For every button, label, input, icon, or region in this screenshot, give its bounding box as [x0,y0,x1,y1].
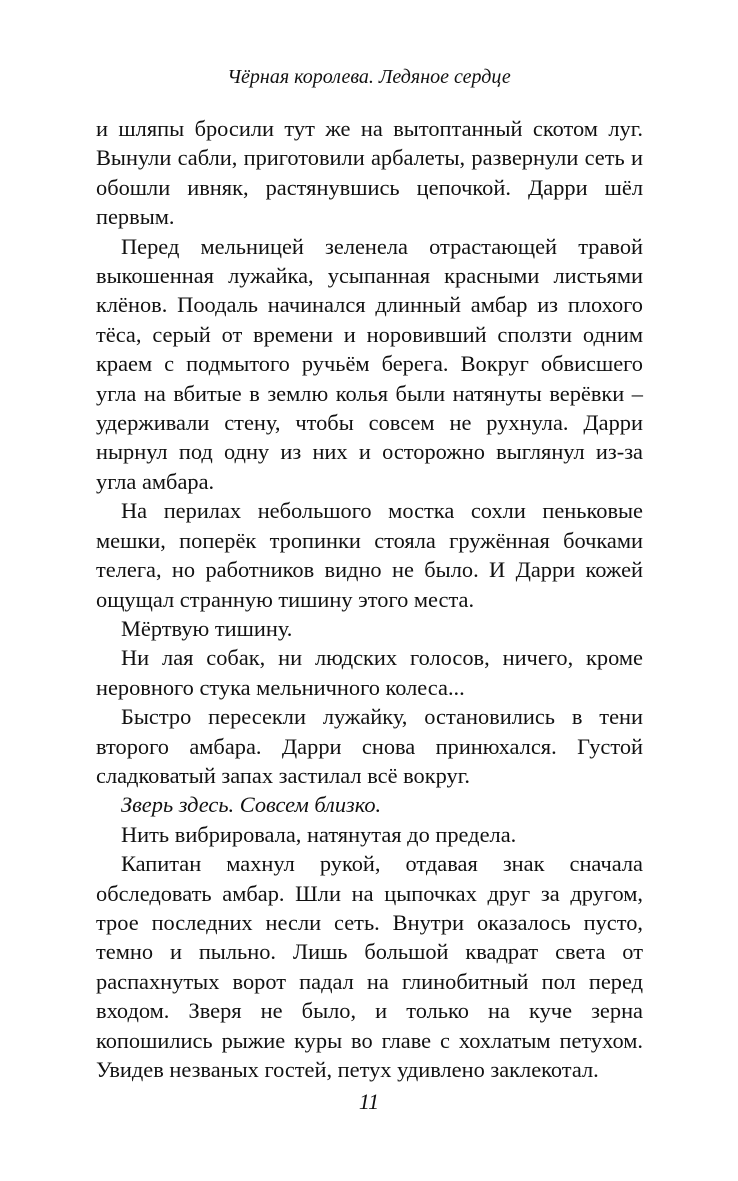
page-number: 11 [358,1089,380,1114]
running-title: Чёрная королева. Ледяное сердце [227,66,511,88]
paragraph-5: Ни лая собак, ни людских голосов, ничего, кроме неровного стука мельничного колеса... [96,645,643,700]
body-text [96,114,643,1084]
paragraph-1: и шляпы бросили тут же на вытоптанный скотом луг. Вынули сабли, приготовили арбалеты, развернули сеть и обошли ивняк, растянувшись цепочкой. Дарри шёл первым. [96,116,643,230]
paragraph-2: Перед мельницей зеленела отрастающей травой выкошенная лужайка, усыпанная красными листьями клёнов. Поодаль начинался длинный амбар из плохого тёса, серый от времени и норовивший сползти одним краем с подмытого ручьём берега. Вокруг обвисшего угла на вбитые в землю колья были натянуты верёвки – удерживали стену, чтобы совсем не рухнула. Дарри нырнул под одну из них и осторожно выглянул из-за угла амбара. [96,233,643,494]
paragraph-6: Быстро пересекли лужайку, остановились в тени второго амбара. Дарри снова принюхался. Густой сладковатый запах застилал всё вокруг. [96,704,643,788]
paragraph-7-italic: Зверь здесь. Совсем близко. [121,792,382,818]
paragraph-9: Капитан махнул рукой, отдавая знак сначала обследовать амбар. Шли на цыпочках друг за другом, трое последних несли сеть. Внутри оказалось пусто, темно и пыльно. Лишь большой квадрат света от распахнутых ворот падал на глинобитный пол перед входом. Зверя не было, и только на куче зерна копошились рыжие куры во главе с хохлатым петухом. Увидев незваных гостей, петух удивлено заклекотал. [96,851,643,1082]
paragraph-3: На перилах небольшого мостка сохли пеньковые мешки, поперёк тропинки стояла гружённая бочками телега, но работников видно не было. И Дарри кожей ощущал странную тишину этого места. [96,498,643,612]
paragraph-8: Нить вибрировала, натянутая до предела. [121,821,517,847]
paragraph-4: Мёртвую тишину. [121,615,293,641]
